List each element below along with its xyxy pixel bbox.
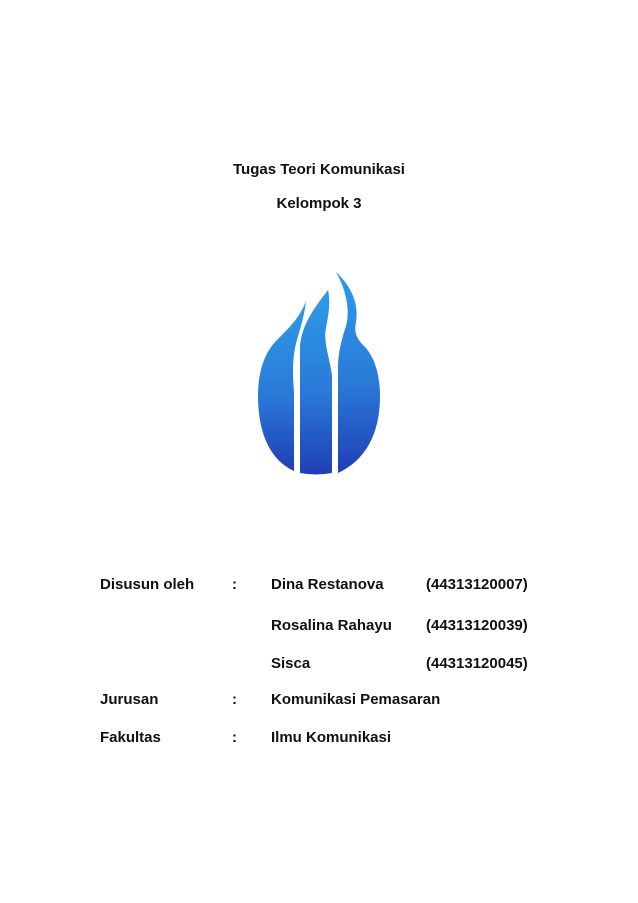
right-flame-shape (336, 272, 380, 473)
author-nim: (44313120045) (426, 655, 528, 672)
faculty-label: Fakultas (100, 729, 161, 746)
faculty-colon: : (232, 729, 237, 746)
group-label: Kelompok 3 (276, 195, 362, 212)
author-nim: (44313120039) (426, 617, 528, 634)
flame-logo-icon (254, 268, 384, 476)
author-name: Sisca (271, 655, 311, 672)
department-label: Jurusan (100, 691, 159, 708)
document-title: Tugas Teori Komunikasi (233, 161, 405, 178)
center-flame-shape (300, 290, 332, 475)
author-name: Dina Restanova (271, 576, 384, 593)
faculty-value: Ilmu Komunikasi (271, 729, 392, 746)
authors-label: Disusun oleh (100, 576, 195, 593)
author-name: Rosalina Rahayu (271, 617, 392, 634)
department-value: Komunikasi Pemasaran (271, 691, 441, 708)
authors-colon: : (232, 576, 237, 593)
department-colon: : (232, 691, 237, 708)
left-flame-shape (258, 301, 306, 471)
author-nim: (44313120007) (426, 576, 528, 593)
